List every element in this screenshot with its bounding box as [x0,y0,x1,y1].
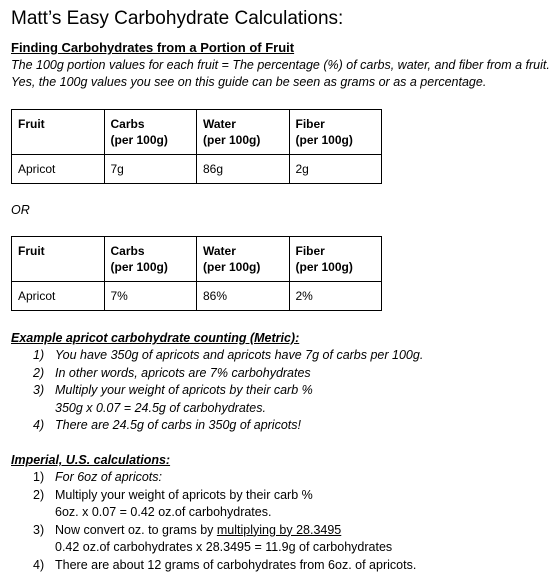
or-separator: OR [11,203,30,217]
grams-table [11,109,382,184]
list-item: 3) Multiply your weight of apricots by their carb % 350g x 0.07 = 24.5g of carbohydrates. [33,383,313,415]
header-cell: Fiber (per 100g) [289,110,382,155]
table-cell: 2% [289,282,382,311]
header-cell: Fiber (per 100g) [289,237,382,282]
table-cell: 86% [197,282,290,311]
section-subheading: Finding Carbohydrates from a Portion of Fruit [11,40,295,55]
percent-table [11,236,382,311]
table-row [12,155,382,184]
list-item: 3) Now convert oz. to grams by multiplying by 28.3495 0.42 oz.of carbohydrates x 28.3495 = 11.9g of carbohydrates [33,522,393,554]
table-cell: 86g [197,155,290,184]
header-cell: Carbs (per 100g) [104,110,197,155]
table-cell: 2g [289,155,382,184]
header-cell: Fruit [12,110,105,155]
table-header-row [12,237,382,282]
list-item: 4) There are about 12 grams of carbohydrates from 6oz. of apricots. [33,557,417,572]
intro-paragraph: The 100g portion values for each fruit = The percentage (%) of carbs, water, and fiber from a fruit. Yes, the 100g values you see on this guide can be seen as grams or as a percentage. [11,58,550,89]
list-item: 4) There are 24.5g of carbs in 350g of apricots! [33,418,301,432]
table-header-row [12,110,382,155]
header-cell: Water (per 100g) [197,237,290,282]
page-title: Matt’s Easy Carbohydrate Calculations: [11,8,344,29]
imperial-heading: Imperial, U.S. calculations: [11,453,171,467]
list-item: 1) For 6oz of apricots: [33,470,162,484]
multiply-link-text: multiplying by 28.3495 [216,522,342,537]
table-cell: 7% [104,282,197,311]
table-cell: Apricot [12,155,105,184]
list-item: 2) Multiply your weight of apricots by their carb % 6oz. x 0.07 = 0.42 oz.of carbohydrates. [33,487,313,519]
table-row [12,282,382,311]
list-item: 1) You have 350g of apricots and apricots have 7g of carbs per 100g. [33,348,424,362]
header-cell: Fruit [12,237,105,282]
header-cell: Water (per 100g) [197,110,290,155]
metric-example-heading: Example apricot carbohydrate counting (Metric): [11,331,300,345]
table-cell: 7g [104,155,197,184]
imperial-steps-list [11,469,416,574]
list-item: 2) In other words, apricots are 7% carbohydrates [33,365,311,380]
metric-steps-list [11,347,423,435]
header-cell: Carbs (per 100g) [104,237,197,282]
table-cell: Apricot [12,282,105,311]
